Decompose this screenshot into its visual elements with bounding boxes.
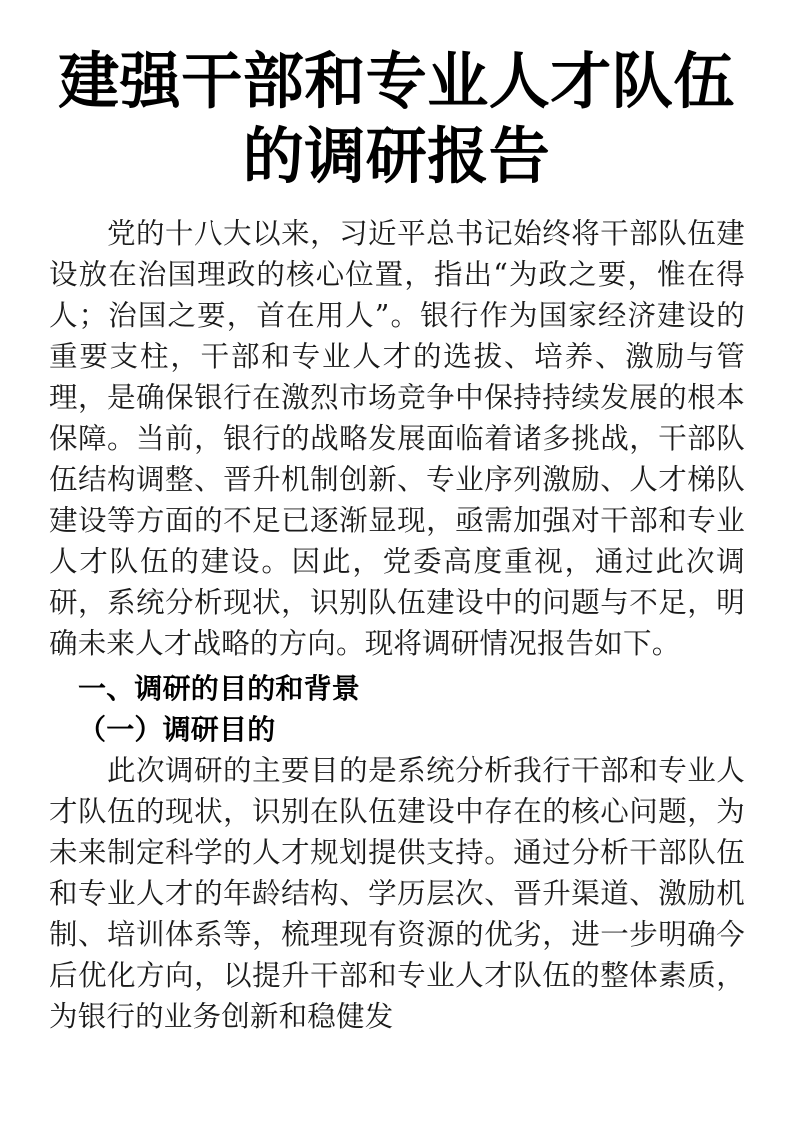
section-heading-one: 一、调研的目的和背景 xyxy=(78,672,361,705)
paragraph-intro: 党的十八大以来，习近平总书记始终将干部队伍建设放在治国理政的核心位置，指出“为政之要，惟在得人；治国之要，首在用人”。银行作为国家经济建设的重要支柱，干部和专业人才的选拔、培养、激励与管理，是确保银行在激烈市场竞争中保持持续发展的根本保障。当前，银行的战略发展面临着诸多挑战，干部队伍结构调整、晋升机制创新、专业序列激励、人才梯队建设等方面的不足已逐渐显现，亟需加强对干部和专业人才队伍的建设。因此，党委高度重视，通过此次调研，系统分析现状，识别队伍建设中的问题与不足，明确未来人才战略的方向。现将调研情况报告如下。 xyxy=(49,217,745,660)
document-body xyxy=(0,194,793,1037)
document-title: 建强干部和专业人才队伍的调研报告 xyxy=(58,46,735,192)
subsection-heading-one-a: （一）调研目的 xyxy=(78,713,276,746)
paragraph-research-purpose: 此次调研的主要目的是系统分析我行干部和专业人才队伍的现状，识别在队伍建设中存在的核心问题，为未来制定科学的人才规划提供支持。通过分析干部队伍和专业人才的年龄结构、学历层次、晋升渠道、激励机制、培训体系等，梳理现有资源的优劣，进一步明确今后优化方向，以提升干部和专业人才队伍的整体素质，为银行的业务创新和稳健发 xyxy=(49,754,745,1033)
